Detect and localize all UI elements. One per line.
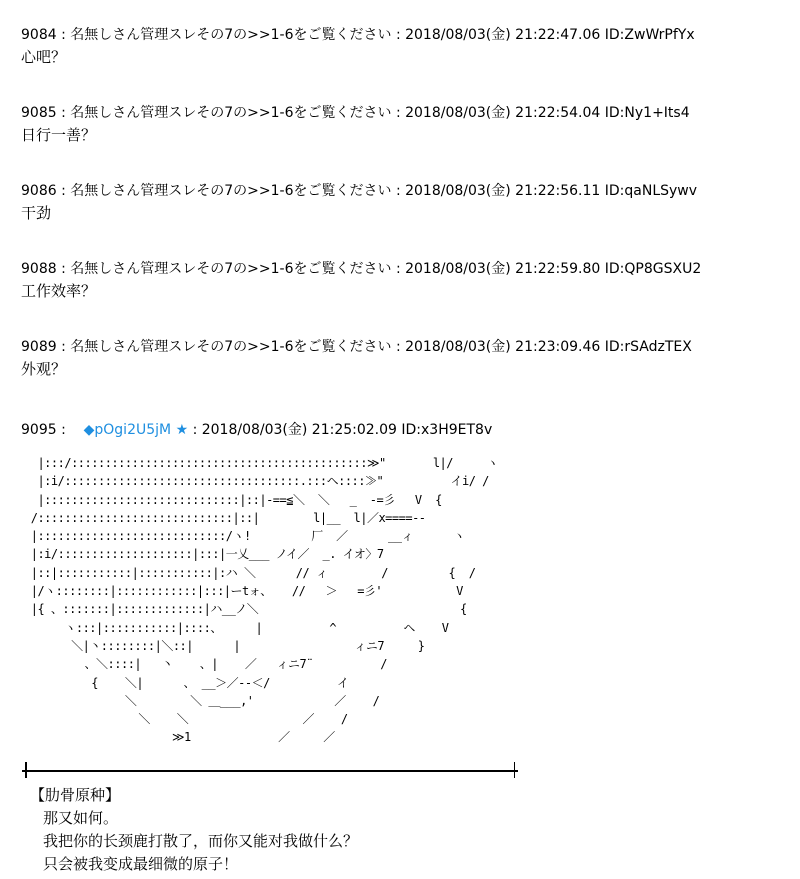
dialogue-line: 只会被我变成最细微的原子！ (43, 855, 239, 873)
post-body: 外观？ (21, 360, 67, 378)
post-number[interactable]: 9084 (21, 27, 57, 43)
post-number[interactable]: 9095 (21, 422, 57, 438)
post-9089 (21, 338, 791, 379)
post-sep: : (56, 183, 71, 199)
poster-name: 名無しさん管理スレその7の>>1-6をご覧ください (70, 183, 392, 199)
dialogue-speaker: 【肋骨原种】 (30, 786, 121, 804)
post-datetime-id: : 2018/08/03(金) 21:22:54.04 ID:Ny1+Its4 (391, 105, 690, 121)
dialogue-line: 我把你的长颈鹿打散了，而你又能对我做什么？ (43, 832, 359, 850)
post-sep: : (56, 339, 71, 355)
post-datetime-id: : 2018/08/03(金) 21:23:09.46 ID:rSAdzTEX (391, 339, 692, 355)
post-datetime-id: : 2018/08/03(金) 21:22:59.80 ID:QP8GSXU2 (391, 261, 702, 277)
post-header (21, 338, 791, 356)
dialogue (30, 784, 358, 876)
poster-name: 名無しさん管理スレその7の>>1-6をご覧ください (70, 261, 392, 277)
post-body: 日行一善？ (21, 126, 97, 144)
post-sep: : (56, 105, 71, 121)
post-number[interactable]: 9088 (21, 261, 57, 277)
post-sep: : (56, 261, 71, 277)
post-sep: : (56, 422, 71, 438)
ascii-art: |:::/::::::::::::::::::::::::::::::::::::::::::::≫" l|/ ヽ |:i/:::::::::::::::::::::::::::::::::::.:::ヘ::::≫" イi/ / |:::::::::::::::::::::::::::::|::|-==≦＼ ＼ _ -=彡 V { /:::::::::::::::::::::::::::::|::| l|__ l|／x====-- |::::::::::::::::::::::::::::/ヽ! 厂 ／ __ィ ヽ |:i/::::::::::::::::::::|:::|一乂___ ノイ／ _. イオ〉7 |::|:::::::::::|:::::::::::|:ハ ＼ // ィ / { / |/ヽ::::::::|::::::::::::|:::|ーtォ、 // ＞ =彡' V |{ 、:::::::|:::::::::::::|ハ__ノ＼ { ヽ:::|:::::::::::|::::、 | ^ ヘ V ＼|丶::::::::|＼::| | ィニ7 } 、＼::::| 丶 、| ／ ィニ7¨ / { ＼| 、 __＞／--＜/ イ ＼ ＼ ＿___,' ／ / ＼ ＼ ／ / ≫1 ／ ／ (30, 456, 499, 745)
post-body: 干劲 (21, 204, 52, 222)
post-datetime-id: : 2018/08/03(金) 21:22:56.11 ID:qaNLSywv (391, 183, 698, 199)
post-number[interactable]: 9085 (21, 105, 57, 121)
divider-tick-right (514, 762, 516, 778)
divider-line (22, 770, 518, 772)
post-datetime-id: : 2018/08/03(金) 21:25:02.09 ID:x3H9ET8v (188, 422, 493, 438)
post-sep: : (56, 27, 71, 43)
divider-rule (22, 762, 518, 778)
post-header (21, 104, 791, 122)
trip-code: ◆pOgi2U5jM (83, 422, 172, 438)
post-9085 (21, 104, 791, 145)
poster-name: 名無しさん管理スレその7の>>1-6をご覧ください (70, 27, 392, 43)
post-header (21, 182, 791, 200)
divider-tick-left (25, 762, 27, 778)
post-9088 (21, 260, 791, 301)
post-number[interactable]: 9089 (21, 339, 57, 355)
post-number[interactable]: 9086 (21, 183, 57, 199)
post-header (21, 26, 791, 44)
post-9086 (21, 182, 791, 223)
poster-name: 名無しさん管理スレその7の>>1-6をご覧ください (70, 105, 392, 121)
post-9095 (21, 421, 791, 439)
poster-name: 名無しさん管理スレその7の>>1-6をご覧ください (70, 339, 392, 355)
post-9084 (21, 26, 791, 67)
post-datetime-id: : 2018/08/03(金) 21:22:47.06 ID:ZwWrPfYx (391, 27, 695, 43)
dialogue-line: 那又如何。 (43, 809, 119, 827)
post-header (21, 260, 791, 278)
star-icon: ★ (175, 422, 189, 438)
post-body: 工作效率？ (21, 282, 97, 300)
post-header (21, 421, 791, 439)
post-body: 心吧？ (21, 48, 67, 66)
